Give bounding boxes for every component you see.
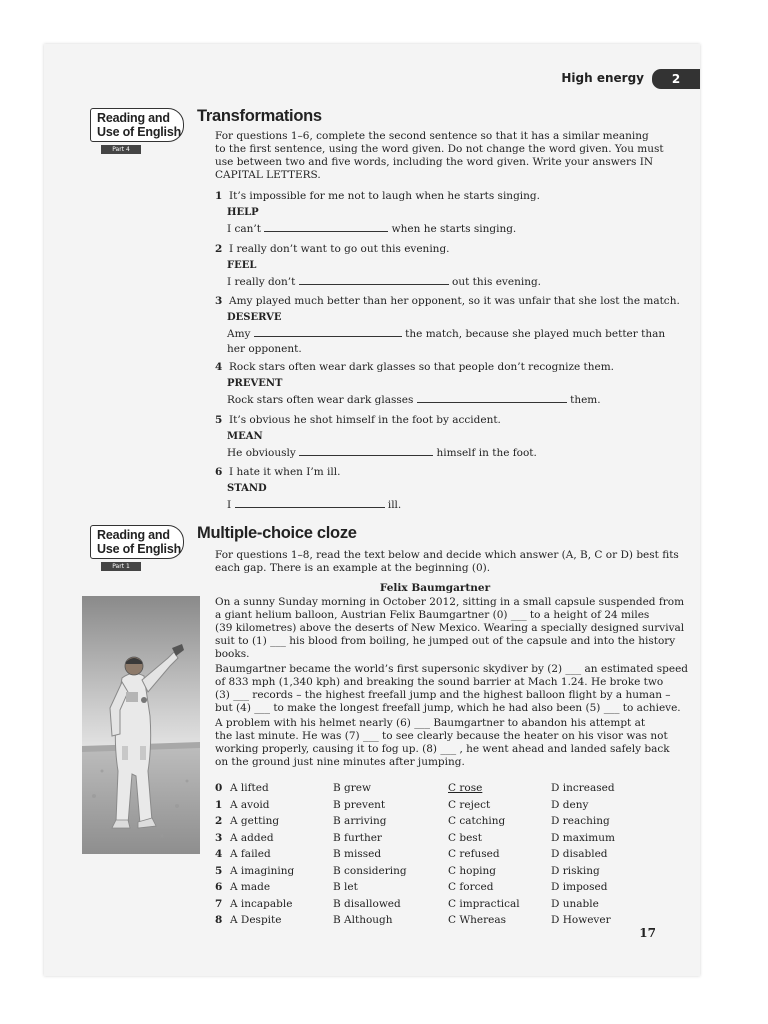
option-a[interactable]: A lifted: [230, 782, 269, 794]
instruction-line: For questions 1–8, read the text below and decide which answer (A, B, C or D) best fits: [215, 549, 679, 561]
passage-line: working properly, causing it to fog up. (8) ___ , he went ahead and landed safely back: [215, 743, 670, 755]
option-row-number: 0: [215, 782, 223, 794]
option-b[interactable]: B further: [333, 831, 382, 844]
answer-suffix: ill.: [387, 499, 402, 511]
key-word: STAND: [227, 483, 267, 494]
badge-line-1: Reading and: [97, 111, 170, 125]
answer-gap[interactable]: [299, 275, 449, 285]
badge-line-1: Reading and: [97, 528, 170, 542]
option-row-number: 7: [215, 897, 223, 910]
option-c[interactable]: C Whereas: [448, 914, 507, 926]
option-b-column: [333, 780, 407, 929]
option-b[interactable]: B missed: [333, 848, 382, 860]
option-b[interactable]: B let: [333, 881, 358, 893]
option-d[interactable]: D reaching: [551, 815, 610, 827]
option-c[interactable]: C impractical: [448, 897, 520, 910]
answer-prefix: I: [227, 499, 232, 511]
option-c-example-answer[interactable]: C rose: [448, 782, 483, 794]
answer-suffix: himself in the foot.: [436, 447, 537, 459]
option-d[interactable]: D deny: [551, 798, 589, 811]
passage-line: a giant helium balloon, Austrian Felix Baumgartner (0) ___ to a height of 24 miles: [215, 609, 650, 621]
passage-line: A problem with his helmet nearly (6) ___ Baumgartner to abandon his attempt at: [215, 717, 646, 729]
option-d[interactable]: D unable: [551, 897, 599, 910]
chapter-number-tab: 2: [652, 69, 700, 89]
answer-prefix: Rock stars often wear dark glasses: [227, 394, 414, 406]
passage-line: (3) ___ records – the highest freefall jump and the highest balloon flight by a human –: [215, 689, 671, 701]
passage-line: On a sunny Sunday morning in October 2012, sitting in a small capsule suspended from: [215, 596, 685, 608]
key-word: HELP: [227, 207, 259, 218]
transformation-item-2: [215, 243, 541, 289]
key-word: DESERVE: [227, 312, 282, 323]
section-title-cloze: Multiple-choice cloze: [197, 524, 357, 542]
item-sentence: I really don’t want to go out this evening.: [229, 243, 450, 255]
answer-gap[interactable]: [254, 327, 402, 337]
option-a[interactable]: A incapable: [230, 897, 293, 910]
option-b[interactable]: B grew: [333, 782, 371, 794]
option-a[interactable]: A added: [230, 831, 274, 844]
passage-paragraph-1: [215, 596, 685, 661]
option-c[interactable]: C catching: [448, 815, 506, 827]
answer-gap[interactable]: [417, 393, 567, 403]
option-row-number: 6: [215, 881, 223, 893]
passage-paragraph-2: [215, 663, 689, 715]
option-b[interactable]: B disallowed: [333, 897, 401, 910]
transformation-item-1: [215, 190, 540, 236]
option-c[interactable]: C reject: [448, 798, 491, 811]
badge-line-2: Use of English: [97, 125, 182, 139]
passage-line: on the ground just nine minutes after jumping.: [215, 756, 465, 768]
option-b[interactable]: B arriving: [333, 815, 387, 827]
answer-prefix: I really don’t: [227, 276, 296, 288]
badge-part-label: Part 4: [101, 145, 141, 154]
option-d[interactable]: D disabled: [551, 848, 608, 860]
option-a[interactable]: A made: [230, 881, 271, 893]
reading-use-of-english-badge: [90, 108, 184, 142]
option-row-number: 5: [215, 864, 223, 877]
page-number: 17: [639, 926, 656, 940]
option-a[interactable]: A imagining: [230, 864, 295, 877]
passage-line: Baumgartner became the world’s first supersonic skydiver by (2) ___ an estimated speed: [215, 663, 689, 675]
item-sentence: It’s obvious he shot himself in the foot by accident.: [229, 414, 501, 426]
option-c[interactable]: C best: [448, 831, 482, 844]
skydiver-illustration: [82, 596, 200, 854]
item-number: 6: [215, 466, 223, 478]
badge-line-2: Use of English: [97, 542, 182, 556]
answer-prefix: Amy: [227, 328, 251, 340]
instruction-line: use between two and five words, including the word given. Write your answers IN: [215, 156, 654, 168]
transformation-item-4: [215, 361, 614, 407]
passage-line: but (4) ___ to make the longest freefall jump, which he had also been (5) ___ to achieve.: [215, 702, 681, 714]
option-b[interactable]: B prevent: [333, 798, 386, 811]
option-c-column: [448, 780, 520, 929]
option-c[interactable]: C refused: [448, 848, 500, 860]
item-sentence: Rock stars often wear dark glasses so that people don’t recognize them.: [229, 361, 615, 373]
answer-suffix: when he starts singing.: [391, 223, 517, 235]
option-c[interactable]: C forced: [448, 881, 494, 893]
option-c[interactable]: C hoping: [448, 864, 497, 877]
option-a[interactable]: A Despite: [230, 914, 282, 926]
transformation-item-6: [215, 466, 401, 512]
option-d[interactable]: D maximum: [551, 831, 615, 844]
item-sentence: Amy played much better than her opponent, so it was unfair that she lost the match.: [229, 295, 680, 307]
item-number: 3: [215, 295, 223, 307]
section-title-transformations: Transformations: [197, 107, 322, 125]
answer-options-table: [215, 780, 655, 932]
instruction-line: For questions 1–6, complete the second sentence so that it has a similar meaning: [215, 130, 649, 142]
passage-line: the last minute. He was (7) ___ to see clearly because the heater on his visor was not: [215, 730, 668, 742]
item-sentence: It’s impossible for me not to laugh when he starts singing.: [229, 190, 540, 202]
option-d[interactable]: D imposed: [551, 881, 608, 893]
passage-line: (39 kilometres) above the deserts of New Mexico. Wearing a specially designed survival: [215, 622, 685, 634]
item-number: 1: [215, 190, 223, 202]
answer-gap[interactable]: [264, 222, 388, 232]
passage-paragraph-3: [215, 717, 670, 769]
option-d[interactable]: D However: [551, 914, 611, 926]
option-row-number: 4: [215, 848, 223, 860]
textbook-page: [44, 44, 700, 976]
key-word: FEEL: [227, 260, 257, 271]
answer-suffix: the match, because she played much better than: [405, 328, 666, 340]
cloze-instructions: [215, 549, 679, 575]
answer-prefix: He obviously: [227, 447, 296, 459]
option-row-number: 1: [215, 798, 223, 811]
key-word: MEAN: [227, 431, 263, 442]
badge-part-label: Part 1: [101, 562, 141, 571]
option-d[interactable]: D increased: [551, 782, 615, 794]
instruction-line: CAPITAL LETTERS.: [215, 169, 321, 181]
passage-line: books.: [215, 648, 250, 660]
option-d-column: [551, 780, 615, 929]
item-number: 2: [215, 243, 223, 255]
text-title: Felix Baumgartner: [379, 582, 491, 594]
passage-line: suit to (1) ___ his blood from boiling, he jumped out of the capsule and into the history: [215, 635, 676, 647]
astronaut-photo: [82, 596, 200, 854]
option-row-number: 8: [215, 914, 223, 926]
passage-text: [215, 596, 689, 769]
option-b[interactable]: B Although: [333, 914, 393, 926]
instruction-line: to the first sentence, using the word given. Do not change the word given. You must: [215, 143, 664, 155]
item-sentence: I hate it when I’m ill.: [229, 466, 341, 478]
option-a[interactable]: A getting: [230, 815, 280, 827]
reading-use-of-english-badge: [90, 525, 184, 559]
option-b[interactable]: B considering: [333, 864, 407, 877]
passage-line: of 833 mph (1,340 kph) and breaking the sound barrier at Mach 1.24. He broke two: [215, 676, 664, 688]
transformation-item-5: [215, 414, 537, 460]
instruction-line: each gap. There is an example at the beginning (0).: [215, 562, 491, 574]
key-word: PREVENT: [227, 378, 283, 389]
answer-suffix: them.: [570, 394, 601, 406]
transformation-item-3: [215, 295, 680, 356]
option-row-number: 3: [215, 831, 223, 844]
option-row-number: 2: [215, 815, 223, 827]
option-d[interactable]: D risking: [551, 864, 600, 877]
option-a-column: [230, 780, 294, 929]
answer-suffix: out this evening.: [452, 276, 542, 288]
answer-prefix: I can’t: [227, 223, 261, 235]
answer-gap[interactable]: [299, 446, 433, 456]
item-number: 5: [215, 414, 223, 426]
option-a[interactable]: A failed: [230, 848, 271, 860]
item-number: 4: [215, 361, 223, 373]
transformations-instructions: [215, 130, 664, 182]
chapter-title: High energy: [561, 71, 644, 85]
option-a[interactable]: A avoid: [230, 798, 270, 811]
option-numbers-column: [215, 780, 222, 929]
answer-gap[interactable]: [235, 498, 385, 508]
answer-suffix-continued: her opponent.: [227, 343, 302, 355]
